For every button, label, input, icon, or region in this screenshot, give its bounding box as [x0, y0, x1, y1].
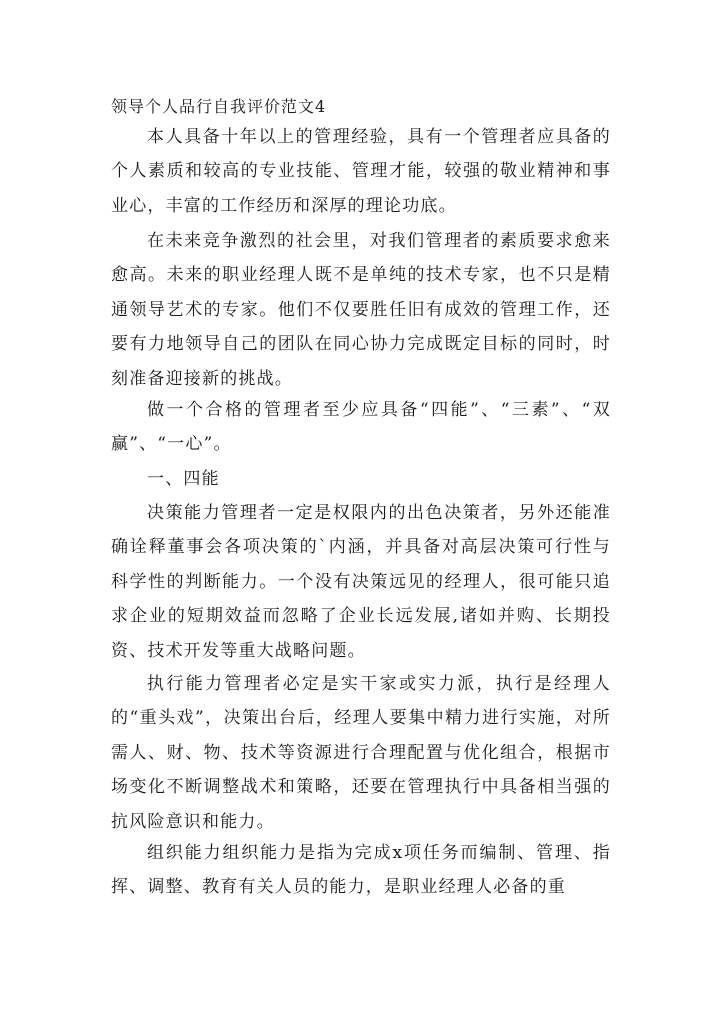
document-title: 领导个人品行自我评价范文4: [111, 97, 327, 116]
paragraph-decision-ability: 决策能力管理者一定是权限内的出色决策者，另外还能准确诠释董事会各项决策的`内涵，并具备对高层决策可行性与科学性的判断能力。一个没有决策远见的经理人，很可能只追求企业的短期效益而忽略了企业长远发展,诸如并购、长期投资、技术开发等重大战略问题。: [111, 503, 611, 661]
paragraph-experience: 本人具备十年以上的管理经验，具有一个管理者应具备的个人素质和较高的专业技能、管理才能，较强的敬业精神和事业心，丰富的工作经历和深厚的理论功底。: [111, 127, 611, 216]
paragraph-execution-ability: 执行能力管理者必定是实干家或实力派，执行是经理人的“重头戏”，决策出台后，经理人要集中精力进行实施，对所需人、财、物、技术等资源进行合理配置与优化组合，根据市场变化不断调整战术和策略，还要在管理执行中具备相当强的抗风险意识和能力。: [111, 674, 611, 832]
section-heading-four-abilities: 一、四能: [147, 469, 220, 489]
paragraph-organization-ability: 组织能力组织能力是指为完成x项任务而编制、管理、指挥、调整、教育有关人员的能力，是职业经理人必备的重: [111, 843, 611, 898]
paragraph-future-competition: 在未来竞争激烈的社会里，对我们管理者的素质要求愈来愈高。未来的职业经理人既不是单纯的技术专家，也不只是精通领导艺术的专家。他们不仅要胜任旧有成效的管理工作，还要有力地领导自己的团队在同心协力完成既定目标的同时，时刻准备迎接新的挑战。: [111, 231, 611, 389]
paragraph-qualified-manager: 做一个合格的管理者至少应具备“四能”、“三素”、“双赢”、“一心”。: [111, 400, 611, 455]
